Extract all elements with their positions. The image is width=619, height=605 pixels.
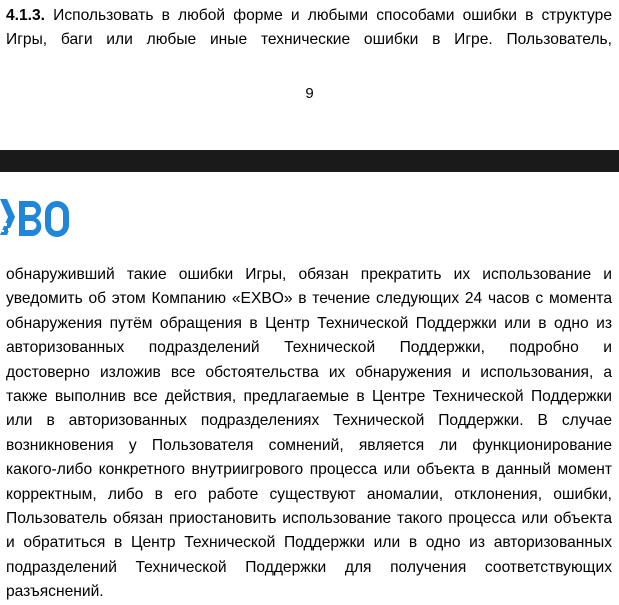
body-line: обнаруживший такие ошибки Игры, обязан прекратить их использование и	[6, 266, 612, 283]
clause-line: Игры, баги или любые иные технические ошибки в Игре. Пользователь,	[6, 31, 612, 49]
clause-line	[6, 4, 612, 28]
body-line: также выполнив все действия, предлагаемые в Центре Технической Поддержки	[6, 387, 612, 405]
body-line: подразделений Технической Поддержки для получения соответствующих	[6, 558, 612, 576]
clause-paragraph	[6, 4, 612, 53]
exbo-logo	[0, 197, 82, 242]
body-line: какого-либо конкретного внутриигрового процесса или объекта в данный момент	[6, 461, 612, 479]
body-line: достоверно изложив все обстоятельства их обнаружения и использования, а	[6, 363, 612, 381]
body-line: разъяснений.	[6, 583, 104, 601]
logo-o-letter	[45, 201, 69, 237]
body-line: авторизованных подразделений Технической Поддержки, подробно и	[6, 339, 612, 357]
logo-x-mark	[0, 199, 15, 235]
body-line: и обратиться в Центр Технической Поддержки или в одно из авторизованных	[6, 534, 612, 552]
body-line: Пользователь обязан приостановить использование такого процесса или объекта	[6, 509, 612, 527]
previous-page	[0, 0, 619, 150]
body-paragraph	[6, 263, 612, 604]
body-line: обнаружения путём обращения в Центр Технической Поддержки или в одно из	[6, 314, 612, 332]
logo-b-letter	[19, 201, 41, 236]
body-line: или в авторизованных подразделениях Технической Поддержки. В случае	[6, 412, 612, 430]
clause-text: Использовать в любой форме и любыми способами ошибки в структуре	[53, 7, 612, 24]
body-line: уведомить об этом Компанию «EXBO» в течение следующих 24 часов с момента	[6, 290, 612, 308]
page-number: 9	[305, 85, 314, 102]
body-line: возникновения у Пользователя сомнений, является ли функционирование	[6, 436, 612, 454]
body-line: корректным, либо в его работе существуют аномалии, отклонения, ошибки,	[6, 485, 612, 503]
clause-number: 4.1.3.	[6, 7, 46, 24]
page-separator	[0, 150, 619, 172]
